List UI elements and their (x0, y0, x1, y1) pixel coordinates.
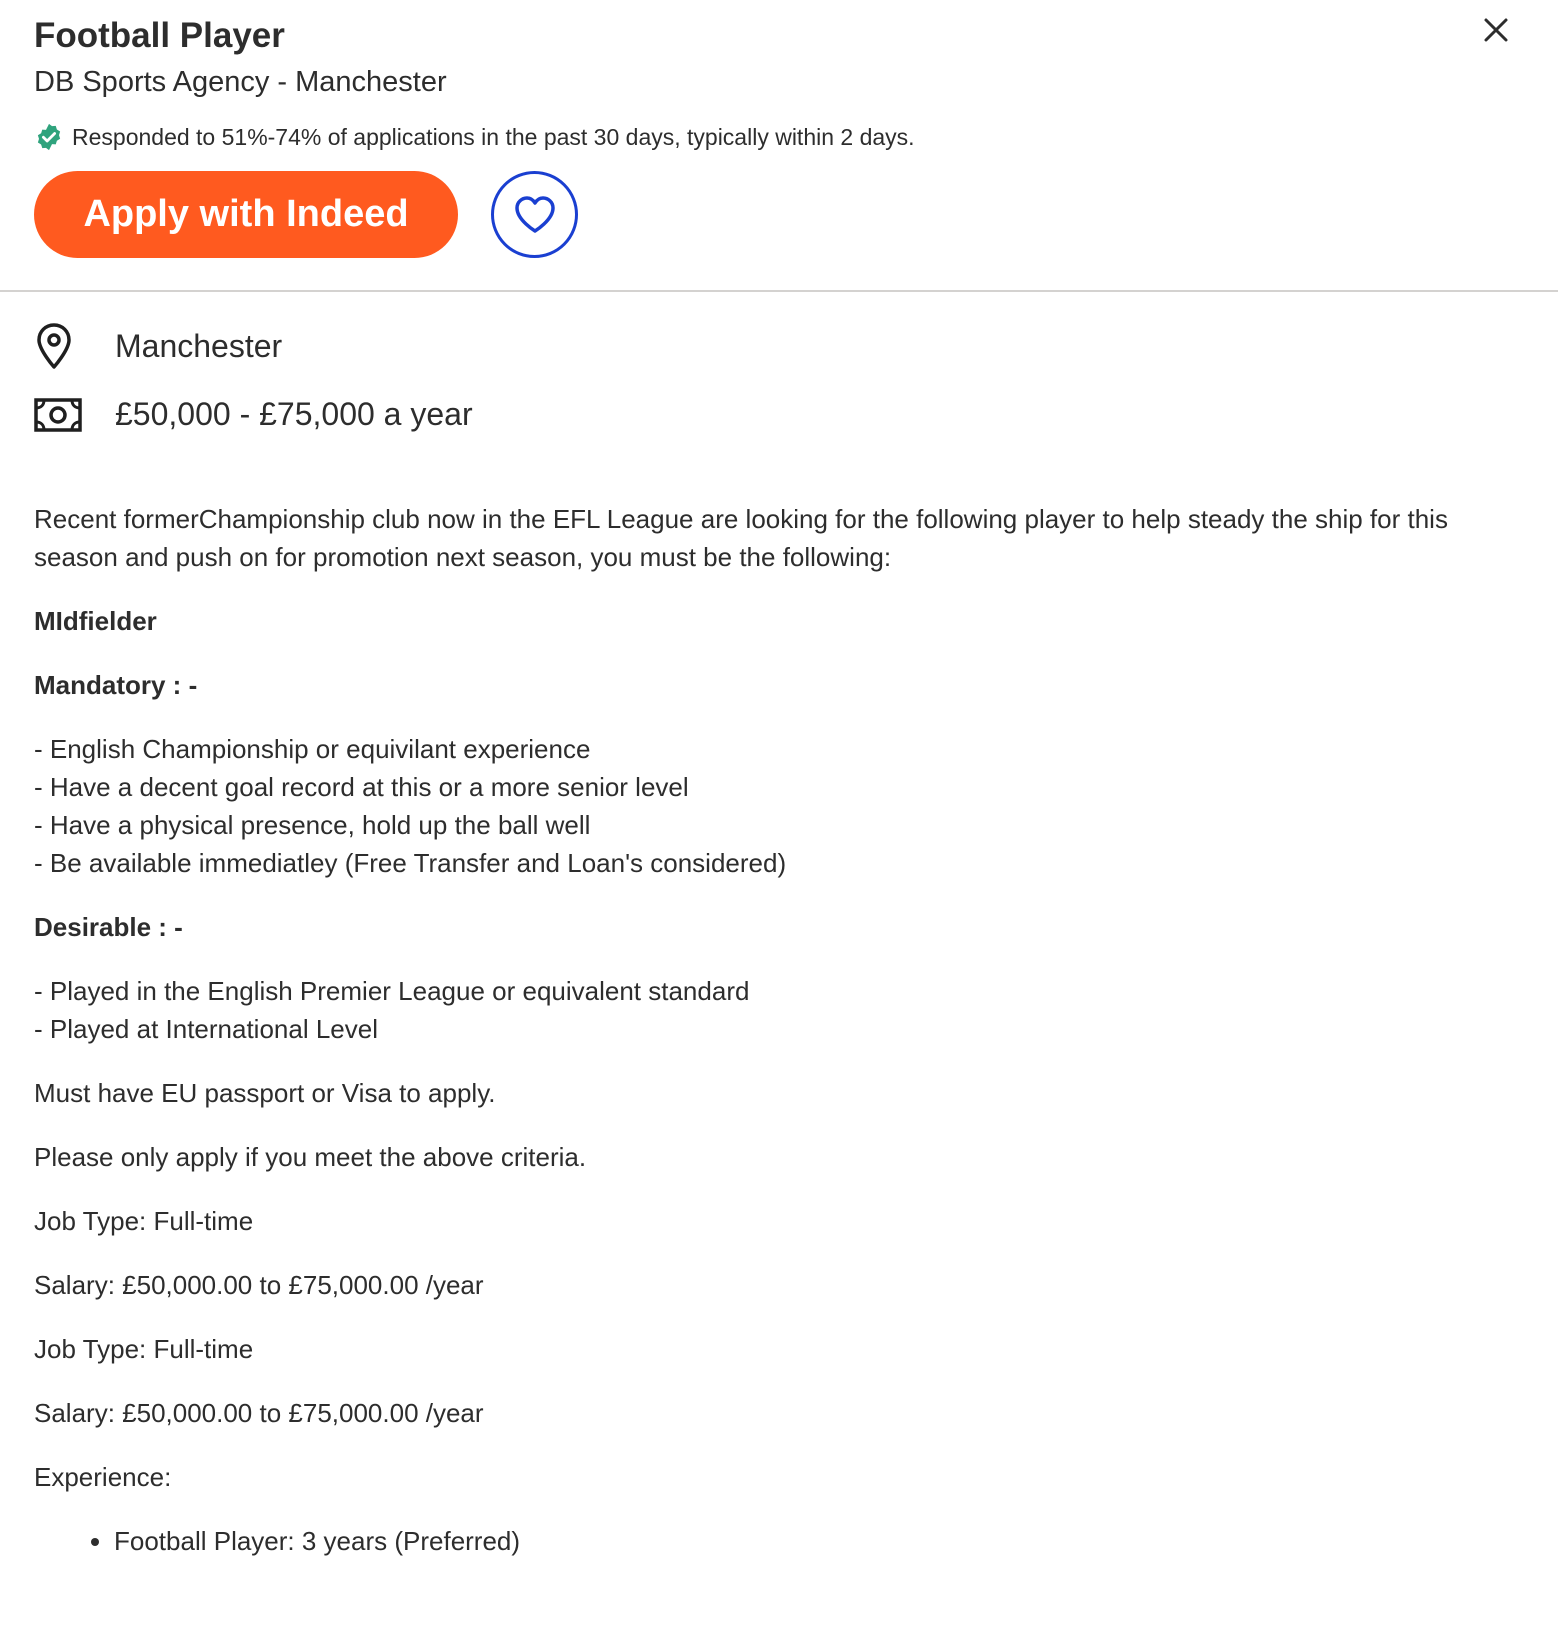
apply-button[interactable]: Apply with Indeed (34, 171, 458, 258)
mandatory-item: - Have a decent goal record at this or a more senior level (34, 772, 689, 802)
salary-text: £50,000 - £75,000 a year (115, 396, 473, 432)
company-location: DB Sports Agency - Manchester (34, 66, 447, 98)
experience-list (114, 1522, 1514, 1560)
mandatory-item: - English Championship or equivilant experience (34, 734, 591, 764)
money-bill-icon (34, 398, 82, 432)
passport-requirement: Must have EU passport or Visa to apply. (34, 1078, 496, 1108)
job-type: Job Type: Full-time (34, 1334, 254, 1364)
response-rate (34, 122, 915, 152)
mandatory-list (34, 730, 1514, 882)
mandatory-heading: Mandatory : - (34, 670, 198, 700)
location-text: Manchester (115, 327, 283, 364)
description-intro: Recent formerChampionship club now in the EFL League are looking for the following player to help steady the ship for this season and push on for promotion next season, you must be the following: (34, 504, 1448, 572)
criteria-note: Please only apply if you meet the above criteria. (34, 1142, 587, 1172)
heart-icon (513, 195, 557, 235)
close-button[interactable] (1476, 10, 1516, 50)
location-pin-icon (34, 322, 74, 370)
close-icon (1483, 17, 1509, 43)
job-title: Football Player (34, 16, 285, 55)
mandatory-item: - Have a physical presence, hold up the ball well (34, 810, 591, 840)
salary-line: Salary: £50,000.00 to £75,000.00 /year (34, 1270, 484, 1300)
job-description (34, 500, 1514, 1560)
mandatory-item: - Be available immediatley (Free Transfer and Loan's considered) (34, 848, 787, 878)
experience-heading: Experience: (34, 1462, 172, 1492)
location-row (34, 322, 282, 370)
job-type: Job Type: Full-time (34, 1206, 254, 1236)
salary-row (34, 396, 473, 433)
response-rate-text: Responded to 51%-74% of applications in the past 30 days, typically within 2 days. (72, 123, 915, 150)
job-header (0, 0, 1558, 292)
desirable-list (34, 972, 1514, 1048)
salary-line: Salary: £50,000.00 to £75,000.00 /year (34, 1398, 484, 1428)
save-job-button[interactable] (491, 171, 578, 258)
verified-badge-icon (34, 122, 64, 152)
desirable-heading: Desirable : - (34, 912, 183, 942)
desirable-item: - Played in the English Premier League or equivalent standard (34, 976, 750, 1006)
desirable-item: - Played at International Level (34, 1014, 378, 1044)
position-heading: MIdfielder (34, 606, 157, 636)
experience-item: • Football Player: 3 years (Preferred) (114, 1522, 1514, 1560)
